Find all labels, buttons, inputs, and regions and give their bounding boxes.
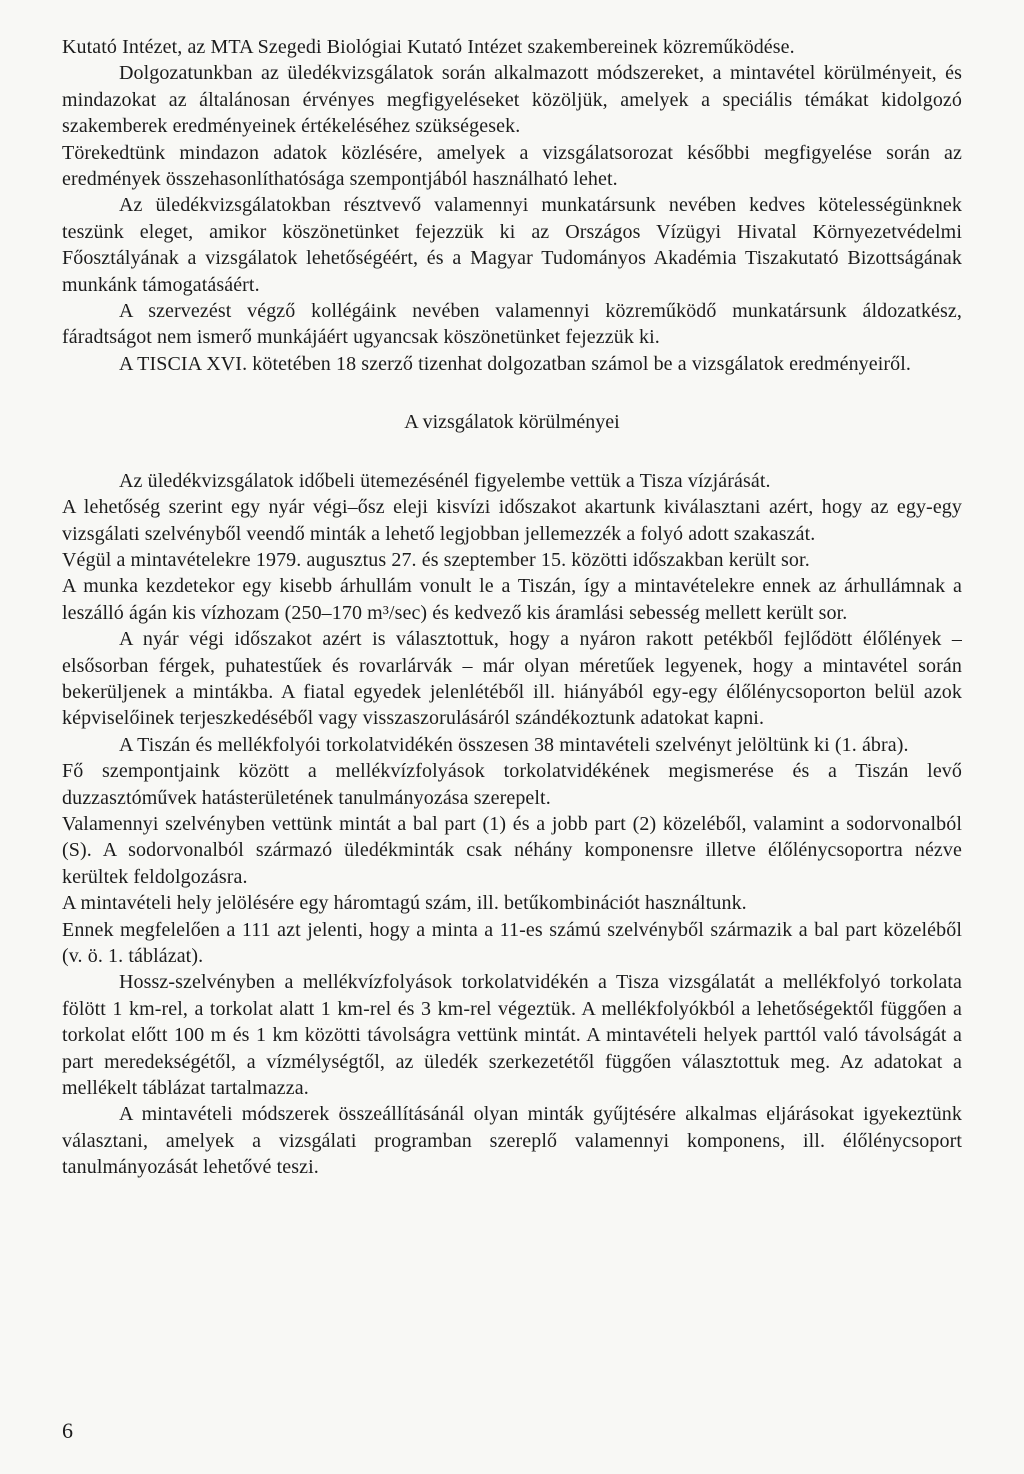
document-page	[62, 34, 962, 1181]
paragraph-sampling-sections: A Tiszán és mellékfolyói torkolatvidékén összesen 38 mintavételi szelvényt jelöltünk ki (1. ábra).	[119, 733, 909, 756]
paragraph-bank-samples: Valamennyi szelvényben vettünk mintát a bal part (1) és a jobb part (2) közeléből, valamint a sodorvonalból (S). A sodorvonalból származó üledékminták csak néhány komponensre illetve élőlénycsoportra nézve kerültek feldolgozásra.	[62, 812, 962, 888]
paragraph-methods-summary: Dolgozatunkban az üledékvizsgálatok során alkalmazott módszereket, a mintavétel körülményeit, és mindazokat az általánosan érvényes megfigyeléseket közöljük, amelyek a speciális témákat kidolgozó szakemberek eredményeinek értékeléséhez szükségesek.	[62, 62, 962, 138]
paragraph-sampling-methods: A mintavételi módszerek összeállításánál olyan minták gyűjtésére alkalmas eljárásokat igyekeztünk választani, amelyek a vizsgálati programban szereplő valamennyi komponens, ill. élőlénycsoport tanulmányozását lehetővé teszi.	[62, 1103, 962, 1179]
paragraph-data-intent: Törekedtünk mindazon adatok közlésére, amelyek a vizsgálatsorozat későbbi megfigyelése során az eredmények összehasonlíthatósága szempontjából használható lehet.	[62, 141, 962, 191]
flood-wave-text: A munka kezdetekor egy kisebb árhullám vonult le a Tiszán, így a mintavételekre ennek az árhullámnak a leszálló ágán kis vízhozam (250–170 m³/sec) és kedvező kis áramlási sebesség mellett került sor.	[62, 575, 962, 624]
paragraph-acknowledgement: Az üledékvizsgálatokban résztvevő valamennyi munkatársunk nevében kedves kötelességünknek teszünk eleget, amikor köszönetünket fejezzük ki az Országos Vízügyi Hivatal Környezetvédelmi Főosztályának a vizsgálatok lehetőségéért, és a Magyar Tudományos Akadémia Tiszakutató Bizottságának munkánk támogatásáért.	[62, 194, 962, 296]
paragraph-intro-continuation: Kutató Intézet, az MTA Szegedi Biológiai Kutató Intézet szakembereinek közreműködése.	[62, 36, 795, 58]
page-number: 6	[62, 1418, 73, 1443]
paragraph-thanks-colleagues: A szervezést végző kollégáink nevében valamennyi közreműködő munkatársunk áldozatkész, fáradtságot nem ismerő munkájáért ugyancsak köszönetünket fejezzük ki.	[62, 300, 962, 349]
paragraph-site-notation: A mintavételi hely jelölésére egy háromtagú szám, ill. betűkombinációt használtunk.	[62, 892, 747, 915]
paragraph-scheduling: Az üledékvizsgálatok időbeli ütemezésénél figyelembe vettük a Tisza vízjárását.	[119, 469, 771, 492]
paragraph-low-water-period: A lehetőség szerint egy nyár végi–ősz eleji kisvízi időszakot akartunk kiválasztani azért, hogy az egy-egy vizsgálati szelvényből veendő minták a lehető legjobban jellemezzék a folyó adott szakaszát.	[62, 496, 962, 545]
paragraph-sampling-dates: Végül a mintavételekre 1979. augusztus 27. és szeptember 15. közötti időszakban került sor.	[62, 548, 810, 571]
paragraph-notation-example: Ennek megfelelően a 111 azt jelenti, hogy a minta a 11-es számú szelvényből származik a bal part közeléből (v. ö. 1. táblázat).	[62, 918, 962, 967]
paragraph-longitudinal-profile: Hossz-szelvényben a mellékvízfolyások torkolatvidékén a Tisza vizsgálatát a mellékfolyó torkolata fölött 1 km-rel, a torkolat alatt 1 km-rel és 3 km-rel végeztük. A mellékfolyókból a lehetőségektől függően a torkolat előtt 100 m és 1 km közötti távolságra vettünk mintát. A mintavételi helyek parttól való távolságát a part meredekségétől, a vízmélységtől, az üledék szerkezetétől függően választottuk meg. Az adatokat a mellékelt táblázat tartalmazza.	[62, 971, 962, 1100]
paragraph-tiscia-volume: A TISCIA XVI. kötetében 18 szerző tizenhat dolgozatban számol be a vizsgálatok eredményeiről.	[119, 352, 912, 375]
paragraph-flood-wave	[62, 573, 962, 626]
paragraph-main-aspects: Fő szempontjaink között a mellékvízfolyások torkolatvidékének megismerése és a Tiszán levő duzzasztóművek hatásterületének tanulmányozása szerepelt.	[62, 760, 962, 809]
section-heading: A vizsgálatok körülményei	[404, 411, 620, 434]
paragraph-late-summer: A nyár végi időszakot azért is választottuk, hogy a nyáron rakott petékből fejlődött élőlények – elsősorban férgek, puhatestűek és rovarlárvák – már olyan méretűek legyenek, hogy a mintavétel során bekerüljenek a mintákba. A fiatal egyedek jelenlétéből ill. hiányából egy-egy élőlénycsoporton belül azok képviselőinek terjeszkedéséből vagy visszaszorulásáról szándékoztunk adatokat kapni.	[62, 628, 962, 730]
